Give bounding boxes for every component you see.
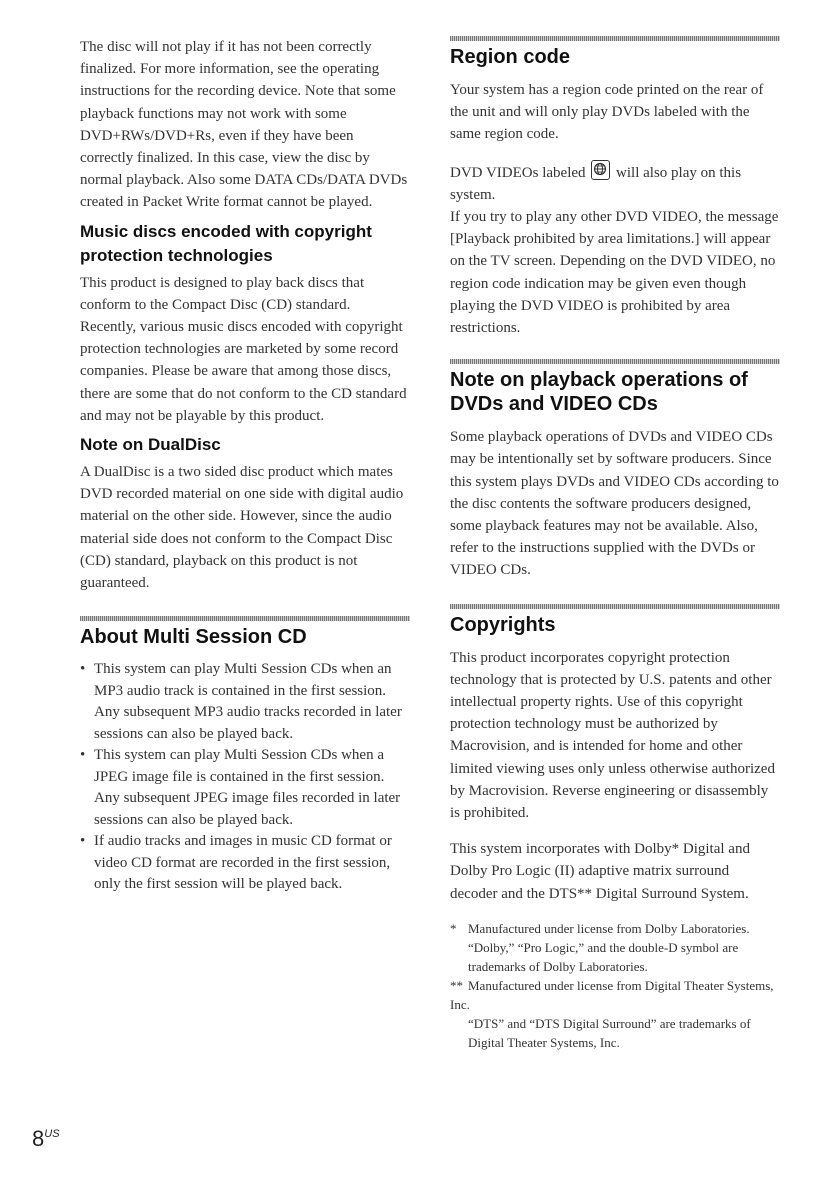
multi-session-heading: About Multi Session CD [80,626,307,649]
intro-paragraph: The disc will not play if it has not been correctly finalized. For more information, see the operating instructions for the recording device. Note that some playback functions may not work with some DVD+RWs/DVD+Rs, even if they have been correctly finalized. In this case, view the disc by normal playback. Also some DATA CDs/DATA DVDs created in Packet Write format cannot be played. [80,39,408,211]
region-code-heading: Region code [450,46,571,68]
music-discs-heading: Music discs encoded with copyright protection technologies [80,221,372,265]
page-number: $8^{US}$ [32,1126,60,1151]
copyrights-paragraph-1: This product incorporates copyright protection technology that is protected by U.S. patents and other intellectual property rights. Use of this copyright protection technology must be authorized by Macrovision, and is intended for home and other limited viewing uses only unless otherwise authorized by Macrovision. Reverse engineering or disassembly is prohibited. [450,649,775,822]
section-divider [450,359,780,364]
copyrights-heading: Copyrights [450,613,556,636]
playback-operations-paragraph: Some playback operations of DVDs and VIDEO CDs may be intentionally set by software producers. Since this system plays DVDs and VIDEO CDs according to the disc contents the software producers designed, some playback features may not be available. Also, refer to the instructions supplied with the DVDs or VIDEO CDs. [450,429,779,579]
list-item: • This system can play Multi Session CDs when an MP3 audio track is contained in the first session. Any subsequent MP3 audio tracks recorded in later sessions can also be played back. [80,659,410,745]
footnote-dts: ** Manufactured under license from Digital Theater Systems, Inc. “DTS” and “DTS Digital Surround” are trademarks of Digital Theater Systems, Inc. [450,977,774,1050]
region-paragraph-1: Your system has a region code printed on the rear of the unit and will only play DVDs labeled with the same region code. [450,82,764,143]
multi-session-list [80,659,410,896]
region-paragraph-2: DVD VIDEOs labeled will also play on this system. [450,160,780,206]
right-column [450,36,780,1052]
region-all-globe-icon [591,160,610,180]
region-paragraph-3: If you try to play any other DVD VIDEO, the message [Playback prohibited by area limitations.] will appear on the TV screen. Depending on the DVD VIDEO, no region code indication may be given even though playing the DVD VIDEO is prohibited by area restrictions. [450,209,779,337]
section-divider [450,36,780,41]
footnote-dolby: * Manufactured under license from Dolby Laboratories. “Dolby,” “Pro Logic,” and the double-D symbol are trademarks of Dolby Laboratories. [450,920,750,974]
copyrights-paragraph-2: This system incorporates with Dolby* Digital and Dolby Pro Logic (II) adaptive matrix surround decoder and the DTS** Digital Surround System. [450,841,750,902]
playback-operations-heading: Note on playback operations of DVDs and VIDEO CDs [450,369,748,416]
music-discs-paragraph: This product is designed to play back discs that conform to the Compact Disc (CD) standard. Recently, various music discs encoded with copyright protection technologies are marketed by some record companies. Please be aware that among those discs, there are some that do not conform to the CD standard and may not be playable by this product. [80,274,407,424]
left-column [80,36,410,896]
list-item: • If audio tracks and images in music CD format or video CD format are recorded in the first session, only the first session will be played back. [80,831,410,896]
list-item: • This system can play Multi Session CDs when a JPEG image file is contained in the first session. Any subsequent JPEG image files recorded in later sessions can also be played back. [80,745,410,831]
section-divider [450,604,780,609]
section-divider [80,616,410,621]
dualdisc-heading: Note on DualDisc [80,435,221,455]
dualdisc-paragraph: A DualDisc is a two sided disc product which mates DVD recorded material on one side with digital audio material on the other side. However, since the audio material side does not conform to the Compact Disc (CD) standard, playback on this product is not guaranteed. [80,464,404,592]
